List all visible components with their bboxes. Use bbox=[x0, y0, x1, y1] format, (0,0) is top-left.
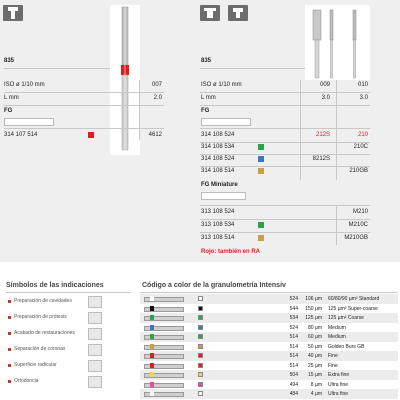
left-panel-title: 835 bbox=[4, 58, 15, 64]
divider bbox=[200, 154, 370, 155]
prosthesis-preparation-icon bbox=[200, 5, 220, 21]
color-swatch bbox=[198, 363, 203, 368]
mini-row-value: M210 bbox=[352, 209, 368, 215]
restoration-finishing-icon bbox=[88, 328, 102, 340]
length-label: L mm bbox=[4, 95, 19, 101]
fg-miniature-shank-diagram bbox=[201, 192, 246, 200]
color-swatch bbox=[198, 372, 203, 377]
granulometry-code: 544 bbox=[289, 305, 298, 312]
granulometry-description: 125 µm² Super-coarse bbox=[328, 305, 378, 312]
blue-color-swatch bbox=[258, 156, 264, 162]
bullet-icon bbox=[8, 300, 11, 303]
bullet-icon bbox=[8, 348, 11, 351]
color-swatch bbox=[198, 315, 203, 320]
right-panel-title: 835 bbox=[201, 58, 212, 64]
bur-color-ring bbox=[150, 325, 154, 330]
divider bbox=[139, 80, 140, 140]
granulometry-row bbox=[140, 361, 398, 371]
legend-item bbox=[4, 296, 104, 310]
iso-value: 007 bbox=[151, 82, 162, 88]
mini-row-code: 313 108 514 bbox=[201, 235, 235, 241]
granulometry-code: 514 bbox=[289, 353, 298, 359]
root-surface-icon bbox=[88, 360, 102, 372]
orthodontics-icon bbox=[88, 376, 102, 388]
bullet-icon bbox=[8, 380, 11, 383]
granulometry-size: 150 µm bbox=[305, 305, 322, 312]
granulometry-code: 524 bbox=[289, 324, 298, 331]
granulometry-description: Extra fine bbox=[328, 372, 350, 378]
rojo-note: Rojo: también en RA bbox=[201, 249, 261, 255]
legend-item bbox=[4, 312, 104, 326]
fg-row-col2: 210GB bbox=[349, 168, 368, 174]
granulometry-description: 125 µm² Coarse bbox=[328, 315, 364, 321]
granulometry-size: 8 µm bbox=[310, 381, 322, 388]
granulometry-code: 524 bbox=[289, 296, 298, 302]
fg-row-col2: 210 bbox=[357, 132, 368, 138]
legend-item bbox=[4, 360, 104, 374]
green-color-swatch bbox=[258, 222, 264, 228]
bur-color-ring bbox=[150, 344, 154, 349]
granulometry-description: Golden Burs GB bbox=[328, 343, 365, 350]
granulometry-size: 4 µm bbox=[310, 391, 322, 397]
bur-drawing bbox=[110, 5, 140, 155]
granulometry-row bbox=[140, 313, 398, 323]
granulometry-code: 514 bbox=[289, 334, 298, 340]
legend-label: Preparación de cavidades bbox=[14, 298, 72, 304]
granulometry-description: Medium bbox=[328, 334, 346, 340]
color-swatch bbox=[198, 325, 203, 330]
length-value-1: 3.0 bbox=[321, 95, 330, 101]
bur-color-ring bbox=[150, 363, 154, 368]
color-swatch bbox=[198, 382, 203, 387]
bur-color-ring bbox=[150, 296, 154, 301]
fg-row-col1: 212S bbox=[315, 132, 330, 138]
divider bbox=[6, 292, 131, 293]
fg-row-col1: 8212S bbox=[312, 156, 330, 162]
fg-label: FG bbox=[4, 108, 13, 114]
divider bbox=[4, 92, 164, 93]
fg-row-code: 314 108 524 bbox=[201, 132, 235, 138]
granulometry-code: 514 bbox=[289, 362, 298, 369]
color-swatch bbox=[198, 344, 203, 349]
divider bbox=[200, 92, 370, 93]
granulometry-row bbox=[140, 294, 398, 304]
cavity-preparation-icon bbox=[88, 296, 102, 308]
iso-value-1: 009 bbox=[319, 82, 330, 88]
legend-label: Superficie radicular bbox=[14, 362, 57, 368]
length-label: L mm bbox=[201, 95, 216, 101]
legend-item bbox=[4, 376, 104, 390]
fg-table bbox=[200, 131, 370, 179]
granulometry-code: 484 bbox=[289, 391, 298, 397]
bur-color-ring bbox=[150, 353, 154, 358]
length-value-2: 3.0 bbox=[359, 95, 368, 101]
granulometry-row bbox=[140, 370, 398, 380]
iso-label: ISO ø 1/10 mm bbox=[201, 82, 242, 88]
legend-item bbox=[4, 344, 104, 358]
granulometry-description: Fine bbox=[328, 362, 338, 369]
divider bbox=[200, 232, 370, 233]
divider bbox=[200, 142, 370, 143]
divider bbox=[300, 80, 301, 180]
fg-row-col2: 210C bbox=[353, 144, 368, 150]
divider bbox=[200, 166, 370, 167]
granulometry-row bbox=[140, 323, 398, 333]
bur-color-ring bbox=[150, 372, 154, 377]
mini-row-code: 313 108 524 bbox=[201, 209, 235, 215]
cavity-preparation-icon bbox=[3, 5, 23, 21]
bur-color-ring bbox=[150, 382, 154, 387]
color-swatch bbox=[198, 296, 203, 301]
gold-color-swatch bbox=[258, 235, 264, 241]
red-color-swatch bbox=[88, 132, 94, 138]
divider bbox=[4, 105, 164, 106]
bullet-icon bbox=[8, 332, 11, 335]
color-swatch bbox=[198, 391, 203, 396]
fg-shank-diagram bbox=[201, 118, 251, 126]
bur-drawings-right bbox=[305, 5, 370, 80]
legend-item bbox=[4, 328, 104, 342]
fg-shank-diagram bbox=[4, 118, 54, 126]
color-swatch bbox=[198, 306, 203, 311]
granulometry-size: 106 µm bbox=[305, 296, 322, 302]
granulometry-row bbox=[140, 342, 398, 352]
granulometry-size: 80 µm bbox=[308, 324, 322, 331]
gold-color-swatch bbox=[258, 168, 264, 174]
granulometry-code: 534 bbox=[289, 315, 298, 321]
granulometry-description: Fine bbox=[328, 353, 338, 359]
granulometry-row bbox=[140, 351, 398, 361]
granulometry-size: 15 µm bbox=[308, 372, 322, 378]
mini-row-value: M210GB bbox=[344, 235, 368, 241]
divider bbox=[4, 128, 164, 129]
granulometry-row bbox=[140, 380, 398, 390]
granulometry-size: 40 µm bbox=[308, 353, 322, 359]
crown-icon bbox=[228, 5, 248, 21]
color-swatch bbox=[198, 353, 203, 358]
divider bbox=[200, 105, 370, 106]
bur-color-ring bbox=[150, 315, 154, 320]
crown-separation-icon bbox=[88, 344, 102, 356]
granulometry-size: 25 µm bbox=[308, 362, 322, 369]
granulometry-row bbox=[140, 332, 398, 342]
bur-color-ring bbox=[150, 306, 154, 311]
divider bbox=[200, 205, 370, 206]
granulometry-description: Medium bbox=[328, 324, 346, 331]
granulometry-description: Ultra fine bbox=[328, 391, 349, 397]
divider bbox=[200, 68, 305, 69]
fg-row-code: 314 108 534 bbox=[201, 144, 235, 150]
prosthesis-preparation-icon bbox=[88, 312, 102, 324]
granulometry-description: 60/80/90 µm² Standard bbox=[328, 296, 380, 302]
divider bbox=[140, 292, 398, 293]
fg-row-code: 314 108 514 bbox=[201, 168, 235, 174]
legend-label: Acabado de restauraciones bbox=[14, 330, 75, 336]
divider bbox=[200, 128, 370, 129]
granulometry-code: 504 bbox=[289, 372, 298, 378]
granulometry-size: 60 µm bbox=[308, 334, 322, 340]
iso-label: ISO ø 1/10 mm bbox=[4, 82, 45, 88]
granulometry-size: 50 µm bbox=[308, 343, 322, 350]
ref-code: 314 107 514 bbox=[4, 132, 38, 138]
granulometry-row bbox=[140, 389, 398, 399]
length-value: 2.0 bbox=[153, 95, 162, 101]
granulometry-code: 514 bbox=[289, 343, 298, 350]
mini-row-code: 313 108 534 bbox=[201, 222, 235, 228]
legend-label: Preparación de prótesis bbox=[14, 314, 67, 320]
granulometry-row bbox=[140, 304, 398, 314]
bur-color-ring bbox=[150, 334, 154, 339]
granulometry-title: Código a color de la granulometría Intensiv bbox=[142, 282, 286, 289]
granulometry-description: Ultra fine bbox=[328, 381, 349, 388]
ref-qty: 4612 bbox=[148, 132, 162, 138]
green-color-swatch bbox=[258, 144, 264, 150]
divider bbox=[336, 80, 337, 180]
mini-row-value: M210C bbox=[348, 222, 368, 228]
bur-color-ring bbox=[150, 391, 154, 396]
divider bbox=[200, 219, 370, 220]
iso-value-2: 010 bbox=[357, 82, 368, 88]
granulometry-code: 494 bbox=[289, 381, 298, 388]
fg-label: FG bbox=[201, 108, 210, 114]
bullet-icon bbox=[8, 364, 11, 367]
granulometry-size: 125 µm bbox=[305, 315, 322, 321]
fg-row-code: 314 108 524 bbox=[201, 156, 235, 162]
bullet-icon bbox=[8, 316, 11, 319]
symbols-title: Símbolos de las indicaciones bbox=[6, 282, 104, 289]
color-swatch bbox=[198, 334, 203, 339]
fg-miniature-label: FG Miniature bbox=[201, 182, 238, 188]
legend-label: Separación de coronas bbox=[14, 346, 66, 352]
legend-label: Ortodoncia bbox=[14, 378, 39, 384]
divider bbox=[336, 205, 337, 245]
